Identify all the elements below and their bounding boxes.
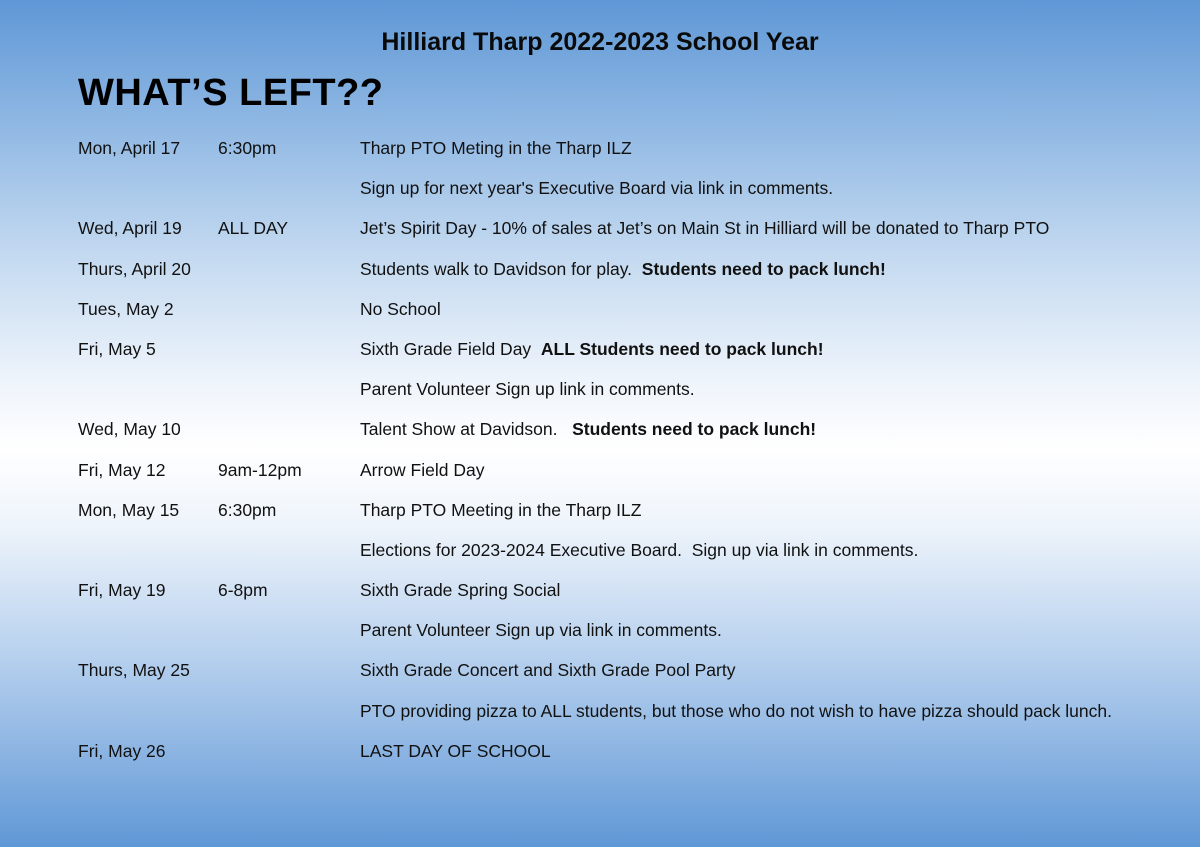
event-time: 9am-12pm [218, 459, 302, 480]
schedule-row [78, 458, 1188, 498]
event-note: Students need to pack lunch! [572, 419, 817, 440]
event-time: 6-8pm [218, 580, 268, 601]
schedule-row [78, 618, 1188, 658]
event-text: Elections for 2023-2024 Executive Board. Sign up via link in comments. [360, 539, 919, 560]
event-date: Thurs, May 25 [78, 660, 190, 681]
event-text: Sixth Grade Concert and Sixth Grade Pool Party [360, 660, 736, 681]
event-text: Talent Show at Davidson. [360, 419, 573, 440]
schedule-row [78, 257, 1188, 297]
event-description [360, 458, 484, 482]
event-text: Sign up for next year's Executive Board via link in comments. [360, 178, 834, 199]
page-title: Hilliard Tharp 2022-2023 School Year [381, 28, 819, 56]
schedule-row [78, 538, 1188, 578]
schedule-row [78, 377, 1188, 417]
event-text: Tharp PTO Meting in the Tharp ILZ [360, 138, 632, 158]
event-text: PTO providing pizza to ALL students, but those who do not wish to have pizza should pack lunch. [360, 700, 1112, 721]
event-text: Jet’s Spirit Day - 10% of sales at Jet’s on Main St in Hilliard will be donated to Tharp PTO [360, 218, 1050, 239]
schedule-row [78, 498, 1188, 538]
schedule-row [78, 337, 1188, 377]
schedule-row [78, 176, 1188, 216]
event-note: Students need to pack lunch! [641, 258, 886, 279]
event-text: Sixth Grade Spring Social [360, 580, 561, 601]
event-description [360, 658, 735, 682]
event-description [360, 578, 560, 602]
schedule-row [78, 417, 1188, 457]
schedule-row [78, 578, 1188, 618]
event-date: Thurs, April 20 [78, 258, 191, 279]
event-description [360, 739, 551, 763]
event-description [360, 337, 824, 361]
schedule-row [78, 216, 1188, 256]
event-description [360, 538, 918, 562]
event-text: Parent Volunteer Sign up link in comments. [360, 379, 695, 400]
event-date: Wed, April 19 [78, 218, 182, 239]
event-description [360, 176, 833, 200]
event-date: Wed, May 10 [78, 419, 181, 440]
schedule-row [78, 297, 1188, 337]
schedule-row [78, 658, 1188, 698]
event-time: ALL DAY [218, 218, 289, 239]
event-text: Students walk to Davidson for play. [360, 258, 642, 279]
event-text: No School [360, 298, 441, 319]
schedule-row [78, 136, 1188, 176]
event-time: 6:30pm [218, 138, 277, 158]
schedule-row [78, 739, 1188, 779]
whats-left-heading: WHAT’S LEFT?? [78, 72, 384, 114]
event-text: Sixth Grade Field Day [360, 338, 541, 359]
event-date: Mon, May 15 [78, 499, 180, 520]
event-date: Fri, May 12 [78, 459, 166, 480]
event-description [360, 216, 1049, 240]
event-text: LAST DAY OF SCHOOL [360, 740, 551, 761]
event-description [360, 618, 722, 642]
event-description [360, 297, 441, 321]
event-date: Fri, May 5 [78, 338, 156, 359]
schedule-row [78, 699, 1188, 739]
event-description [360, 377, 695, 401]
event-text: Arrow Field Day [360, 459, 485, 480]
event-date: Mon, April 17 [78, 138, 181, 158]
event-description [360, 136, 632, 160]
event-date: Fri, May 26 [78, 740, 166, 761]
event-description [360, 699, 1112, 723]
event-description [360, 498, 641, 522]
event-time: 6:30pm [218, 499, 277, 520]
event-date: Fri, May 19 [78, 580, 166, 601]
event-note: ALL Students need to pack lunch! [540, 338, 824, 359]
event-date: Tues, May 2 [78, 298, 174, 319]
schedule-list [78, 136, 1188, 779]
event-description [360, 417, 816, 441]
event-text: Parent Volunteer Sign up via link in comments. [360, 620, 722, 641]
event-description [360, 257, 886, 281]
event-text: Tharp PTO Meeting in the Tharp ILZ [360, 499, 642, 520]
